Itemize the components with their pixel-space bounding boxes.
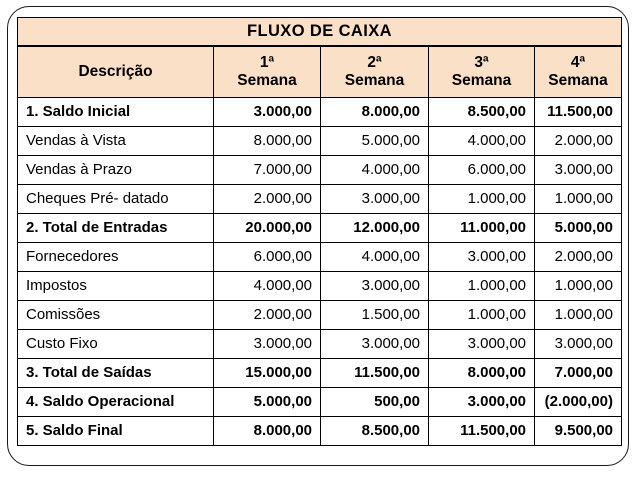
- column-header-word: Semana: [451, 71, 512, 89]
- table-row: [18, 359, 622, 388]
- table-row: [18, 127, 622, 156]
- row-label: 4. Saldo Operacional: [18, 388, 214, 417]
- row-value: 9.500,00: [535, 417, 622, 446]
- row-value: 8.000,00: [214, 417, 321, 446]
- row-value: 7.000,00: [214, 156, 321, 185]
- cash-flow-table: [17, 17, 622, 456]
- table-row: [18, 185, 622, 214]
- column-header-week1: [214, 46, 321, 98]
- table-row: [18, 243, 622, 272]
- row-value: 1.000,00: [429, 185, 535, 214]
- row-value: (2.000,00): [535, 388, 622, 417]
- row-value: 15.000,00: [214, 359, 321, 388]
- row-value: 1.000,00: [535, 272, 622, 301]
- row-label: 2. Total de Entradas: [18, 214, 214, 243]
- column-header-ordinal: 4ª: [570, 54, 586, 72]
- table-row: [18, 272, 622, 301]
- row-value: 3.000,00: [535, 156, 622, 185]
- row-value: 8.000,00: [321, 98, 429, 127]
- row-value: 5.000,00: [321, 127, 429, 156]
- column-header-ordinal: 1ª: [259, 54, 275, 72]
- table-bottom-spacer: [18, 446, 622, 456]
- row-label: Cheques Pré- datado: [18, 185, 214, 214]
- row-value: 4.000,00: [321, 156, 429, 185]
- column-header-week4: [535, 46, 622, 98]
- row-value: 5.000,00: [535, 214, 622, 243]
- row-value: 3.000,00: [535, 330, 622, 359]
- cash-flow-table-container: [17, 17, 621, 456]
- row-value: 6.000,00: [429, 156, 535, 185]
- table-header-row: [18, 46, 622, 98]
- row-value: 3.000,00: [214, 98, 321, 127]
- row-value: 3.000,00: [429, 388, 535, 417]
- row-value: 6.000,00: [214, 243, 321, 272]
- row-value: 3.000,00: [429, 330, 535, 359]
- row-value: 2.000,00: [535, 243, 622, 272]
- row-label: 3. Total de Saídas: [18, 359, 214, 388]
- column-header-week2: [321, 46, 429, 98]
- row-value: 3.000,00: [321, 185, 429, 214]
- row-value: 7.000,00: [535, 359, 622, 388]
- column-header-desc: Descrição: [18, 46, 214, 98]
- column-header-word: Semana: [237, 71, 297, 89]
- row-value: 1.000,00: [535, 301, 622, 330]
- table-row: [18, 301, 622, 330]
- table-row: [18, 417, 622, 446]
- row-value: 3.000,00: [321, 272, 429, 301]
- row-label: Fornecedores: [18, 243, 214, 272]
- row-value: 5.000,00: [214, 388, 321, 417]
- row-label: 1. Saldo Inicial: [18, 98, 214, 127]
- row-value: 8.500,00: [429, 98, 535, 127]
- row-label: Vendas à Prazo: [18, 156, 214, 185]
- row-value: 3.000,00: [321, 330, 429, 359]
- row-label: Custo Fixo: [18, 330, 214, 359]
- row-value: 11.000,00: [429, 214, 535, 243]
- row-value: 11.500,00: [535, 98, 622, 127]
- row-value: 11.500,00: [321, 359, 429, 388]
- row-value: 500,00: [321, 388, 429, 417]
- row-value: 3.000,00: [214, 330, 321, 359]
- row-label: Vendas à Vista: [18, 127, 214, 156]
- row-value: 4.000,00: [214, 272, 321, 301]
- cash-flow-table-body: [18, 18, 622, 456]
- column-header-week3: [429, 46, 535, 98]
- row-value: 12.000,00: [321, 214, 429, 243]
- row-label: Comissões: [18, 301, 214, 330]
- row-value: 4.000,00: [429, 127, 535, 156]
- row-value: 3.000,00: [429, 243, 535, 272]
- row-value: 8.000,00: [214, 127, 321, 156]
- table-title-row: [18, 18, 622, 46]
- row-label: 5. Saldo Final: [18, 417, 214, 446]
- row-value: 1.000,00: [535, 185, 622, 214]
- table-title: FLUXO DE CAIXA: [18, 18, 622, 46]
- column-header-word: Semana: [344, 71, 405, 89]
- row-value: 2.000,00: [535, 127, 622, 156]
- row-value: 1.000,00: [429, 301, 535, 330]
- table-row: [18, 388, 622, 417]
- row-label: Impostos: [18, 272, 214, 301]
- row-value: 2.000,00: [214, 185, 321, 214]
- column-header-ordinal: 2ª: [367, 54, 382, 72]
- row-value: 8.000,00: [429, 359, 535, 388]
- row-value: 1.000,00: [429, 272, 535, 301]
- row-value: 20.000,00: [214, 214, 321, 243]
- table-bottom-spacer-cell: [18, 446, 622, 456]
- column-header-word: Semana: [548, 71, 608, 89]
- table-row: [18, 330, 622, 359]
- row-value: 4.000,00: [321, 243, 429, 272]
- row-value: 2.000,00: [214, 301, 321, 330]
- column-header-ordinal: 3ª: [474, 54, 489, 72]
- table-row: [18, 156, 622, 185]
- row-value: 1.500,00: [321, 301, 429, 330]
- row-value: 8.500,00: [321, 417, 429, 446]
- table-row: [18, 214, 622, 243]
- row-value: 11.500,00: [429, 417, 535, 446]
- table-row: [18, 98, 622, 127]
